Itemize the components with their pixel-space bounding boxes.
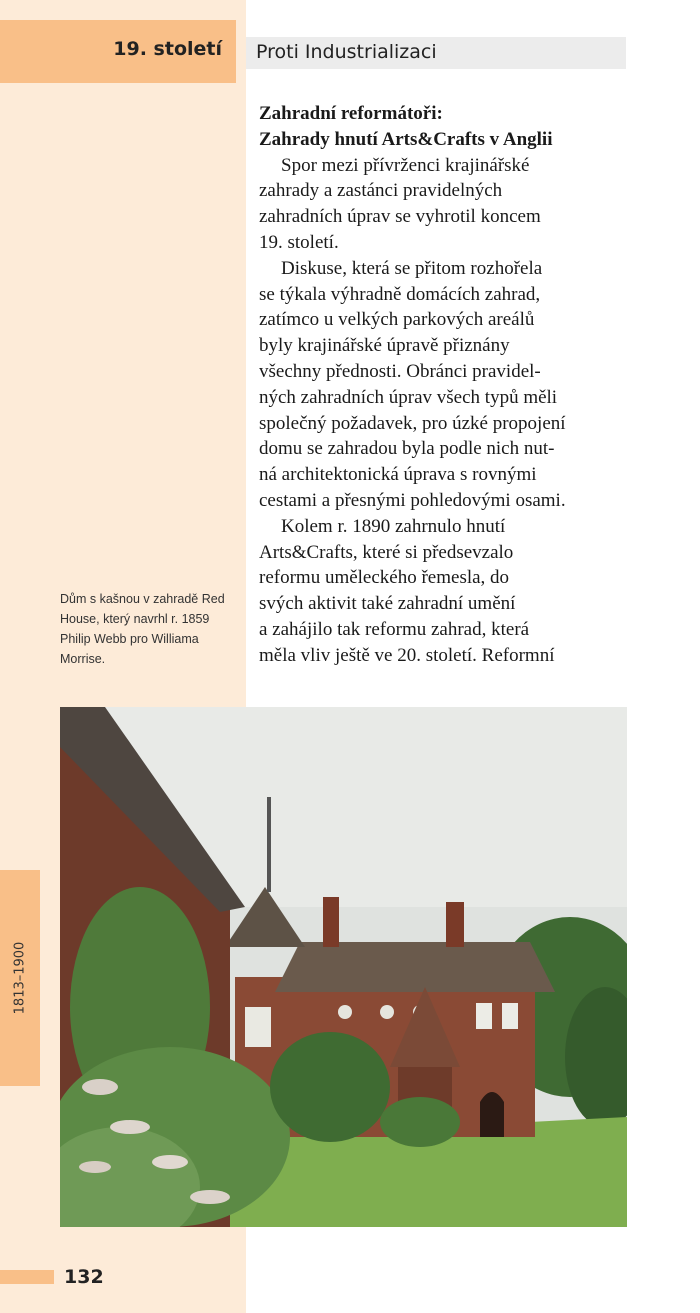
text-line: všechny přednosti. Obránci pravidel- [259, 360, 541, 382]
page-number-bar [0, 1270, 54, 1284]
article-body [259, 101, 629, 669]
caption-line: Dům s kašnou v zahradě Red [60, 592, 225, 606]
text-line: cestami a přesnými pohledovými osami. [259, 489, 566, 511]
caption-line: House, který navrhl r. 1859 [60, 612, 210, 626]
paragraph-1 [259, 153, 629, 256]
text-line: měla vliv ještě ve 20. století. Reformní [259, 644, 555, 666]
text-line: Kolem r. 1890 zahrnulo hnutí [281, 515, 506, 537]
text-line: Diskuse, která se přitom rozhořela [281, 257, 543, 279]
heading-line: Zahradní reformátoři: [259, 103, 443, 124]
text-line: Spor mezi přívrženci krajinářské [281, 154, 530, 176]
text-line: ných zahradních úprav všech typů měli [259, 386, 558, 408]
text-line: reformu uměleckého řemesla, do [259, 567, 510, 589]
text-line: byly krajinářské úpravě přiznány [259, 335, 510, 357]
text-line: se týkala výhradně domácích zahrad, [259, 283, 541, 305]
heading-line: Zahrady hnutí Arts&Crafts v Anglii [259, 128, 553, 150]
section-label: 19. století [113, 38, 222, 60]
page-number: 132 [64, 1266, 104, 1288]
caption-line: Philip Webb pro Williama [60, 632, 199, 646]
chapter-title: Proti Industrializaci [256, 41, 437, 63]
red-house-photo [60, 707, 627, 1227]
text-line: zahrady a zastánci pravidelných [259, 180, 503, 202]
caption-line: Morrise. [60, 652, 106, 666]
year-range-label: 1813–1900 [12, 941, 28, 1015]
text-line: a zahájilo tak reformu zahrad, která [259, 618, 530, 640]
text-line: svých aktivit také zahradní umění [259, 593, 516, 615]
photo-caption [60, 589, 240, 669]
text-line: společný požadavek, pro úzké propojení [259, 412, 566, 434]
article-heading [259, 101, 629, 153]
text-line: Arts&Crafts, které si předsevzalo [259, 541, 514, 563]
text-line: 19. století. [259, 231, 339, 253]
text-line: zahradních úprav se vyhrotil koncem [259, 206, 541, 228]
text-line: ná architektonická úprava s rovnými [259, 464, 537, 486]
paragraph-2 [259, 256, 629, 514]
text-line: domu se zahradou byla podle nich nut- [259, 438, 555, 460]
text-line: zatímco u velkých parkových areálů [259, 309, 535, 331]
paragraph-3 [259, 514, 629, 669]
